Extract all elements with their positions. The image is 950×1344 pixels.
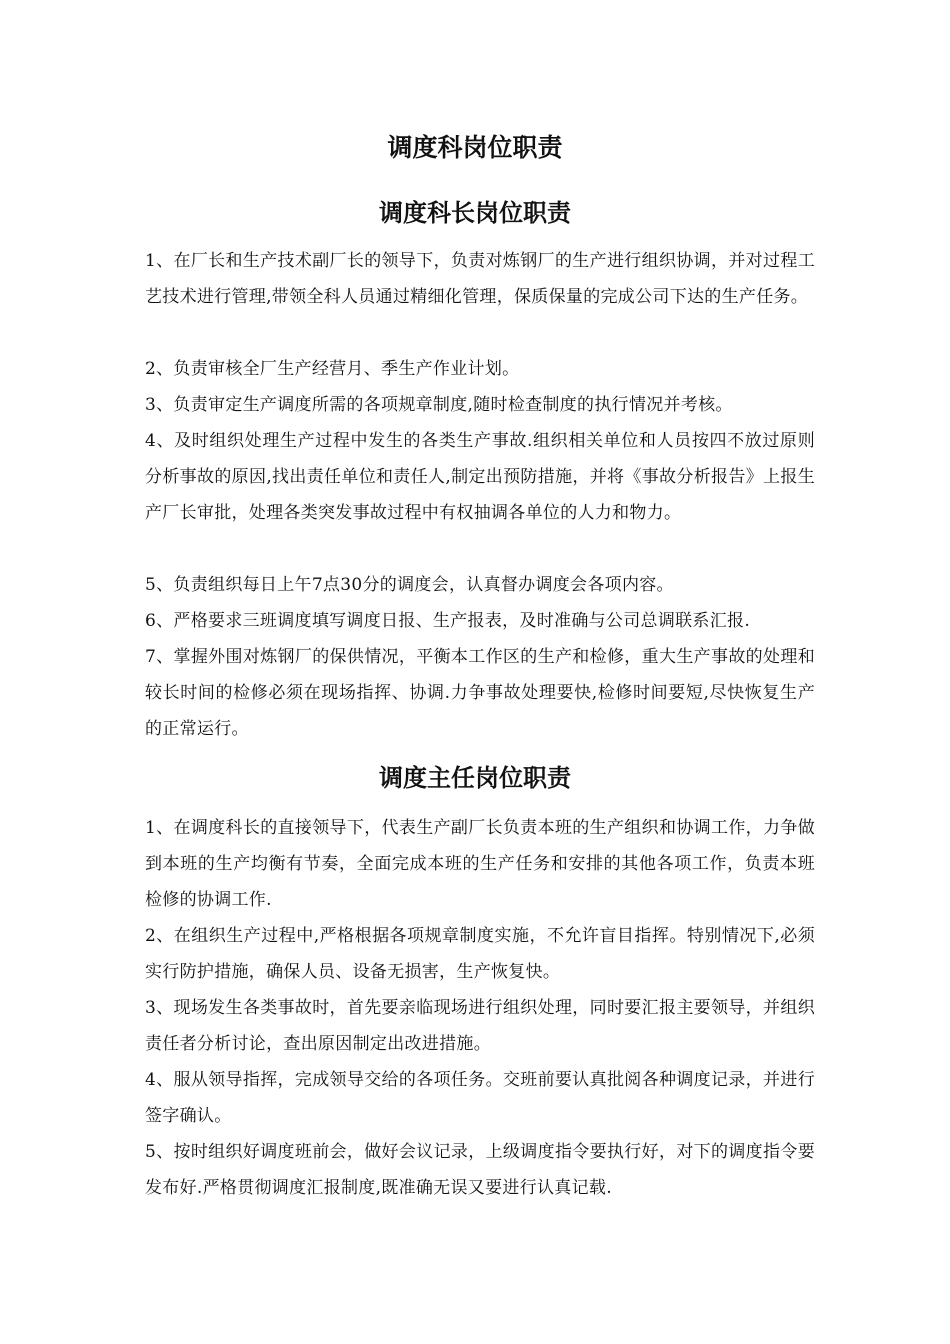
section-heading-dispatch-director: 调度主任岗位职责 xyxy=(379,764,571,792)
duty-item: 5、按时组织好调度班前会，做好会议记录，上级调度指令要执行好，对下的调度指令要发布好.严格贯彻调度汇报制度,既准确无误又要进行认真记载. xyxy=(145,1142,815,1198)
duty-item: 4、及时组织处理生产过程中发生的各类生产事故.组织相关单位和人员按四不放过原则分析事故的原因,找出责任单位和责任人,制定出预防措施，并将《事故分析报告》上报生产厂长审批，处理各类突发事故过程中有权抽调各单位的人力和物力。 xyxy=(145,431,815,523)
duty-item: 3、现场发生各类事故时，首先要亲临现场进行组织处理，同时要汇报主要领导，并组织责任者分析讨论，查出原因制定出改进措施。 xyxy=(145,998,815,1054)
duty-item: 5、负责组织每日上午7点30分的调度会，认真督办调度会各项内容。 xyxy=(145,575,674,595)
duty-item: 7、掌握外围对炼钢厂的保供情况，平衡本工作区的生产和检修，重大生产事故的处理和较长时间的检修必须在现场指挥、协调.力争事故处理要快,检修时间要短,尽快恢复生产的正常运行。 xyxy=(145,647,815,739)
duty-item: 2、负责审核全厂生产经营月、季生产作业计划。 xyxy=(145,359,520,379)
duty-item: 1、在厂长和生产技术副厂长的领导下，负责对炼钢厂的生产进行组织协调，并对过程工艺技术进行管理,带领全科人员通过精细化管理，保质保量的完成公司下达的生产任务。 xyxy=(145,251,815,307)
document-title: 调度科岗位职责 xyxy=(387,133,563,162)
duty-item: 3、负责审定生产调度所需的各项规章制度,随时检查制度的执行情况并考核。 xyxy=(145,395,733,415)
section-heading-section-chief: 调度科长岗位职责 xyxy=(379,199,571,227)
duty-item: 6、严格要求三班调度填写调度日报、生产报表，及时准确与公司总调联系汇报. xyxy=(145,611,751,631)
duty-item: 2、在组织生产过程中,严格根据各项规章制度实施，不允许盲目指挥。特别情况下,必须实行防护措施，确保人员、设备无损害，生产恢复快。 xyxy=(145,926,815,982)
duty-item: 4、服从领导指挥，完成领导交给的各项任务。交班前要认真批阅各种调度记录，并进行签字确认。 xyxy=(145,1070,815,1126)
duty-item: 1、在调度科长的直接领导下，代表生产副厂长负责本班的生产组织和协调工作，力争做到本班的生产均衡有节奏，全面完成本班的生产任务和安排的其他各项工作，负责本班检修的协调工作. xyxy=(145,818,815,910)
